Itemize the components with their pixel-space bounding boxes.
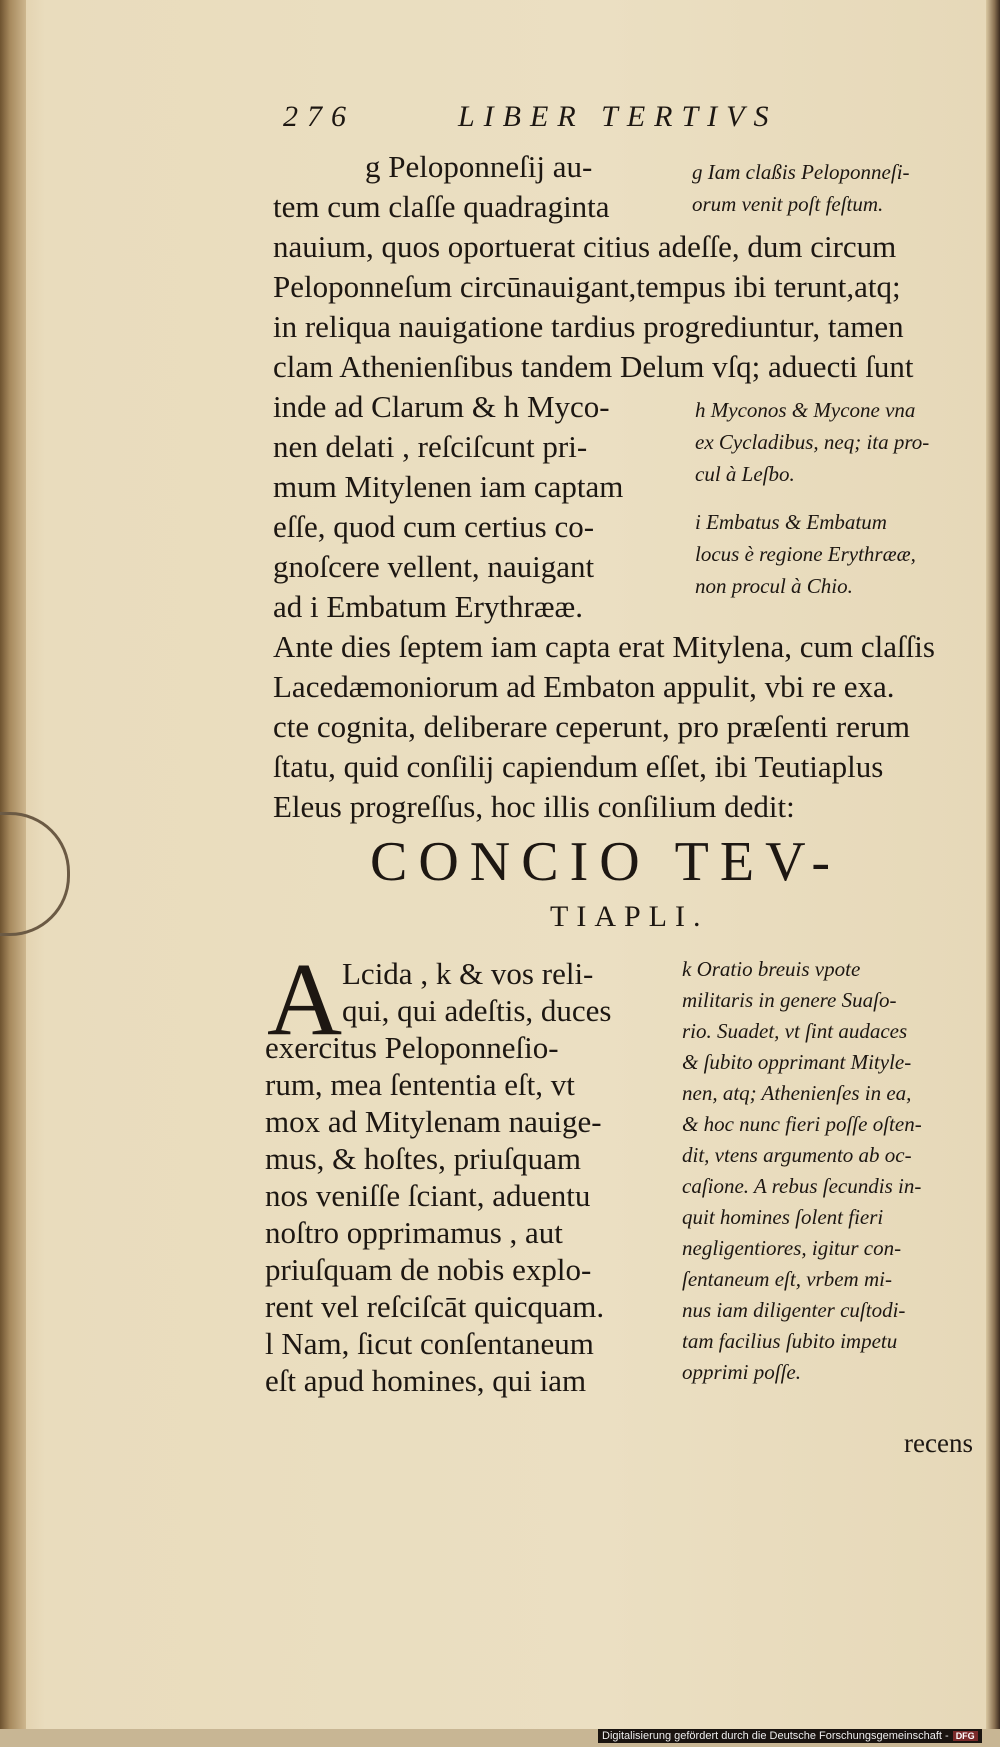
text-line: inde ad Clarum & h Myco- xyxy=(273,389,610,424)
text-line: mum Mitylenen iam captam xyxy=(273,469,624,504)
digitization-footer xyxy=(598,1729,982,1743)
text-line: nen delati , reſciſcunt pri- xyxy=(273,429,588,464)
note-line: g Iam claßis Peloponneſi- xyxy=(692,160,910,184)
note-line: rio. Suadet, vt ſint audaces xyxy=(682,1019,908,1043)
text-line: gnoſcere vellent, nauigant xyxy=(273,549,595,584)
text-line: in reliqua nauigatione tardius progrediuntur, tamen xyxy=(273,309,904,344)
text-line: Ante dies ſeptem iam capta erat Mitylena, cum claſſis xyxy=(273,629,935,664)
text-line: g Peloponneſij au- xyxy=(365,149,593,184)
text-line: noſtro opprimamus , aut xyxy=(265,1215,563,1250)
note-line: nus iam diligenter cuſtodi- xyxy=(682,1298,906,1322)
note-line: k Oratio breuis vpote xyxy=(682,957,861,981)
text-line: nauium, quos oportuerat citius adeſſe, dum circum xyxy=(273,229,897,264)
catchword: recens xyxy=(904,1428,973,1458)
text-line: rum, mea ſententia eſt, vt xyxy=(265,1067,575,1102)
text-line: Eleus progreſſus, hoc illis conſilium dedit: xyxy=(273,789,795,824)
text-line: mox ad Mitylenam nauige- xyxy=(265,1104,602,1139)
text-line: ſtatu, quid conſilij capiendum eſſet, ibi Teutiaplus xyxy=(273,749,884,784)
note-line: nen, atq; Athenienſes in ea, xyxy=(682,1081,912,1105)
note-line: militaris in genere Suaſo- xyxy=(682,988,897,1012)
note-line: negligentiores, igitur con- xyxy=(682,1236,902,1260)
text-line: ad i Embatum Erythrææ. xyxy=(273,589,583,624)
note-line: opprimi poſſe. xyxy=(682,1360,801,1384)
drop-cap: A xyxy=(267,942,343,1057)
text-line: clam Athenienſibus tandem Delum vſq; aduecti ſunt xyxy=(273,349,914,384)
section-title: CONCIO TEV- xyxy=(370,831,842,893)
note-line: ex Cycladibus, neq; ita pro- xyxy=(695,430,930,454)
text-line: rent vel reſciſcāt quicquam. xyxy=(265,1289,605,1324)
text-line: mus, & hoſtes, priuſquam xyxy=(265,1141,582,1176)
page-edge xyxy=(986,0,1000,1747)
note-line: orum venit poſt feſtum. xyxy=(692,192,884,216)
note-line: caſione. A rebus ſecundis in- xyxy=(682,1174,922,1198)
text-line: eſſe, quod cum certius co- xyxy=(273,509,595,544)
note-line: & hoc nunc fieri poſſe oſten- xyxy=(682,1112,922,1136)
text-line: tem cum claſſe quadraginta xyxy=(273,189,610,224)
footer-text: Digitalisierung gefördert durch die Deutsche Forschungsgemeinschaft - xyxy=(602,1730,949,1742)
text-line: cte cognita, deliberare ceperunt, pro præſenti rerum xyxy=(273,709,910,744)
note-line: non procul à Chio. xyxy=(695,574,853,598)
dfg-logo: DFG xyxy=(953,1731,978,1741)
note-line: i Embatus & Embatum xyxy=(695,510,887,534)
text-line: l Nam, ſicut conſentaneum xyxy=(265,1326,594,1361)
page-number: 276 xyxy=(283,100,355,133)
book-clasp xyxy=(0,812,70,936)
text-line: Lacedæmoniorum ad Embaton appulit, vbi re exa. xyxy=(273,669,895,704)
text-line: qui, qui adeſtis, duces xyxy=(342,993,612,1028)
running-title: LIBER TERTIVS xyxy=(458,100,778,133)
text-line: nos veniſſe ſciant, aduentu xyxy=(265,1178,591,1213)
text-line: exercitus Peloponneſio- xyxy=(265,1030,559,1065)
note-line: locus è regione Erythrææ, xyxy=(695,542,916,566)
text-line: eſt apud homines, qui iam xyxy=(265,1363,587,1398)
section-title-continued: TIAPLI. xyxy=(550,900,709,933)
text-line: priuſquam de nobis explo- xyxy=(265,1252,592,1287)
note-line: & ſubito opprimant Mityle- xyxy=(682,1050,912,1074)
note-line: tam facilius ſubito impetu xyxy=(682,1329,898,1353)
note-line: h Myconos & Mycone vna xyxy=(695,398,916,422)
note-line: ſentaneum eſt, vrbem mi- xyxy=(682,1267,892,1291)
text-line: Lcida , k & vos reli- xyxy=(342,956,594,991)
text-line: Peloponneſum circūnauigant,tempus ibi terunt,atq; xyxy=(273,269,901,304)
note-line: dit, vtens argumento ab oc- xyxy=(682,1143,912,1167)
note-line: cul à Leſbo. xyxy=(695,462,795,486)
note-line: quit homines ſolent fieri xyxy=(682,1205,884,1229)
